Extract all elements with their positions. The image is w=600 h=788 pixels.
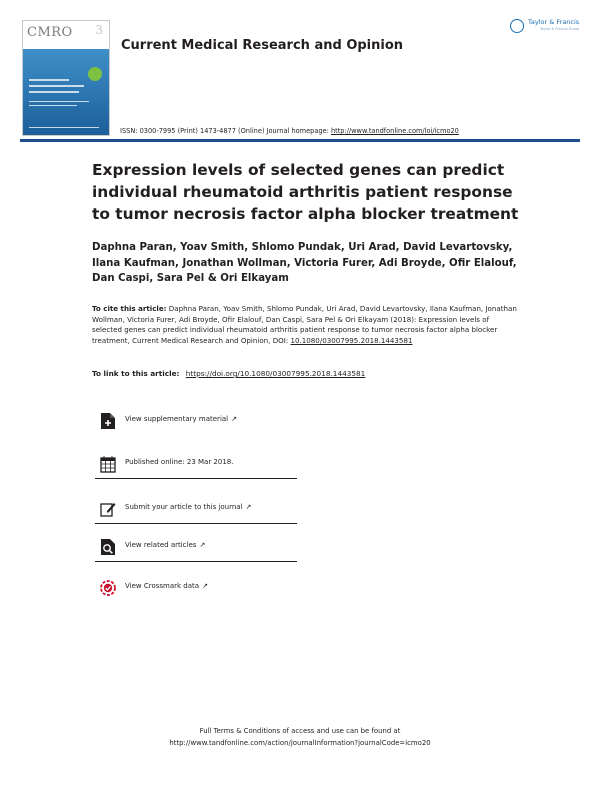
article-doi-url[interactable]: https://doi.org/10.1080/03007995.2018.1443581 xyxy=(185,369,366,378)
external-link-icon: ↗ xyxy=(202,582,208,590)
external-link-icon: ↗ xyxy=(199,541,206,549)
journal-homepage-link[interactable]: http://www.tandfonline.com/loi/icmo20 xyxy=(330,127,459,135)
citation-text: Daphna Paran, Yoav Smith, Shlomo Pundak, Uri Arad, David Levartovsky, Ilana Kaufman, Jonathan Wollman, Victoria Furer, Adi Broyde, Ofir Elalouf, Dan Caspi, Sara Pel & Ori Elkayam (2018): Expression levels of selected genes can predict individual rheumatoid arthritis patient response to tumor necrosis factor alpha blocker treatment, Current Medical Research and Opinion, DOI: xyxy=(92,304,517,345)
cover-image xyxy=(23,49,109,135)
edit-icon xyxy=(100,500,116,518)
terms-footer xyxy=(0,725,600,749)
search-document-icon xyxy=(100,538,116,556)
article-authors: Daphna Paran, Yoav Smith, Shlomo Pundak, Uri Arad, David Levartovsky, Ilana Kaufman, Jonathan Wollman, Victoria Furer, Adi Broyde, Ofir Elalouf, Dan Caspi, Sara Pel & Ori Elkayam xyxy=(92,242,517,284)
calendar-icon xyxy=(100,455,116,473)
external-link-icon: ↗ xyxy=(245,503,252,511)
view-supplementary-link[interactable]: View supplementary material ↗ xyxy=(95,408,297,436)
header-divider xyxy=(20,139,580,142)
cover-volume: 3 xyxy=(95,23,103,37)
journal-cover-thumbnail xyxy=(22,20,110,136)
external-link-icon: ↗ xyxy=(231,415,237,423)
document-plus-icon xyxy=(100,412,116,430)
issn-line: ISSN: 0300-7995 (Print) 1473-4877 (Online) Journal homepage: http://www.tandfonline.com/loi/icmo20 xyxy=(120,127,459,135)
divider xyxy=(95,561,297,562)
article-link-line: To link to this article: https://doi.org/10.1080/03007995.2018.1443581 xyxy=(92,369,366,378)
submit-article-link[interactable]: Submit your article to this journal ↗ xyxy=(95,496,297,524)
footer-line-1: Full Terms & Conditions of access and use can be found at xyxy=(199,727,401,735)
view-related-articles-link[interactable]: View related articles ↗ xyxy=(95,534,297,562)
published-online-info: Published online: 23 Mar 2018. xyxy=(95,451,297,479)
journal-title: Current Medical Research and Opinion xyxy=(121,38,404,53)
doi-link[interactable]: 10.1080/03007995.2018.1443581 xyxy=(290,335,413,345)
divider xyxy=(95,478,297,479)
footer-journal-info-link[interactable]: http://www.tandfonline.com/action/journalInformation?journalCode=icmo20 xyxy=(169,739,431,747)
publisher-logo: Taylor & Francis Taylor & Francis Group xyxy=(510,18,582,36)
citation-label: To cite this article: xyxy=(92,304,167,313)
article-title: Expression levels of selected genes can predict individual rheumatoid arthritis patient response to tumor necrosis factor alpha blocker treatment xyxy=(92,161,519,223)
cover-badge xyxy=(88,67,102,81)
publisher-logo-icon xyxy=(510,19,524,33)
cover-logo: CMRO xyxy=(27,25,73,40)
citation-block xyxy=(92,304,517,346)
view-crossmark-link[interactable]: View Crossmark data ↗ xyxy=(95,575,297,603)
divider xyxy=(95,523,297,524)
crossmark-icon xyxy=(100,579,116,597)
